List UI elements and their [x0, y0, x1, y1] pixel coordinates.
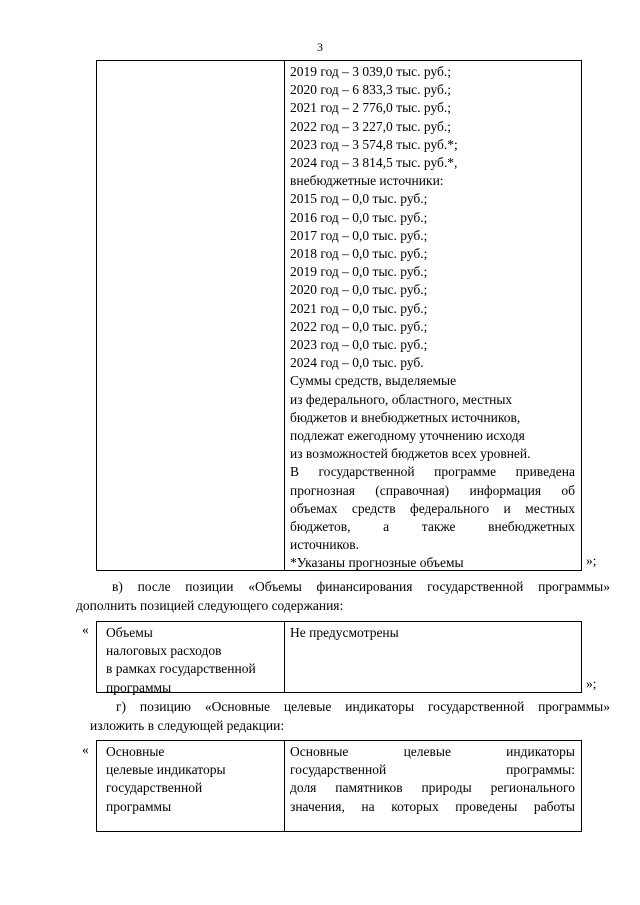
note-tail-line-2: *Указаны прогнозные объемы — [290, 555, 464, 571]
paragraph-g-line-2: изложить в следующей редакции: — [90, 717, 285, 733]
financing-line-7: внебюджетные источники: — [290, 173, 444, 189]
financing-line-15: 2022 год – 0,0 тыс. руб.; — [290, 318, 428, 334]
target-indicators-text-line-2: государственной программы: — [290, 762, 575, 778]
financing-details-cell — [290, 63, 575, 573]
financing-line-21: подлежат ежегодному уточнению исходя — [290, 428, 525, 444]
financing-line-12: 2019 год – 0,0 тыс. руб.; — [290, 264, 428, 280]
opening-quote-mark: « — [82, 622, 89, 637]
target-indicators-label-line-3: государственной — [106, 780, 203, 796]
note-line-3: объемах средств федерального и местных — [290, 500, 575, 516]
financing-line-9: 2016 год – 0,0 тыс. руб.; — [290, 209, 428, 225]
paragraph-v — [76, 578, 610, 615]
tax-expenditure-label-line-2: налоговых расходов — [106, 643, 222, 659]
financing-line-16: 2023 год – 0,0 тыс. руб.; — [290, 337, 428, 353]
column-divider — [284, 741, 285, 831]
note-line-4: бюджетов, а также внебюджетных — [290, 519, 575, 535]
financing-line-5: 2023 год – 3 574,8 тыс. руб.*; — [290, 136, 458, 152]
financing-line-11: 2018 год – 0,0 тыс. руб.; — [290, 246, 428, 262]
column-divider — [284, 61, 285, 570]
target-indicators-value-cell — [290, 743, 575, 816]
closing-quote-mark: »; — [586, 553, 597, 568]
opening-quote-mark: « — [82, 742, 89, 757]
paragraph-g-line-1: г) позицию «Основные целевые индикаторы государственной программы» — [116, 699, 610, 714]
tax-expenditure-label-line-3: в рамках государственной — [106, 661, 256, 677]
financing-line-18: Суммы средств, выделяемые — [290, 373, 457, 389]
paragraph-v-line-1: в) после позиции «Объемы финансирования государственной программы» — [112, 579, 610, 594]
paragraph-v-line-2: дополнить позицией следующего содержания: — [76, 597, 344, 613]
column-divider — [284, 622, 285, 692]
financing-line-8: 2015 год – 0,0 тыс. руб.; — [290, 191, 428, 207]
financing-line-14: 2021 год – 0,0 тыс. руб.; — [290, 300, 428, 316]
tax-expenditure-label-cell — [106, 624, 284, 697]
financing-line-4: 2022 год – 3 227,0 тыс. руб.; — [290, 118, 452, 134]
target-indicators-text-line-4: значения, на которых проведены работы — [290, 798, 575, 814]
paragraph-g — [90, 698, 610, 735]
target-indicators-label-line-4: программы — [106, 798, 172, 814]
target-indicators-label-line-2: целевые индикаторы — [106, 762, 226, 778]
target-indicators-text-line-1: Основные целевые индикаторы — [290, 744, 575, 759]
target-indicators-table — [96, 740, 582, 832]
closing-quote-mark: »; — [586, 676, 597, 691]
page-number: 3 — [317, 40, 323, 54]
financing-line-6: 2024 год – 3 814,5 тыс. руб.*, — [290, 155, 458, 171]
target-indicators-label-cell — [106, 743, 284, 816]
tax-expenditure-label-line-1: Объемы — [106, 625, 153, 640]
tax-expenditure-value: Не предусмотрены — [290, 625, 399, 640]
financing-line-13: 2020 год – 0,0 тыс. руб.; — [290, 282, 428, 298]
financing-line-1: 2019 год – 3 039,0 тыс. руб.; — [290, 64, 452, 79]
financing-line-22: из возможностей бюджетов всех уровней. — [290, 446, 531, 462]
financing-table — [96, 60, 582, 571]
financing-line-19: из федерального, областного, местных — [290, 391, 513, 407]
note-line-1: В государственной программе приведена — [290, 464, 575, 480]
tax-expenditure-table — [96, 621, 582, 693]
tax-expenditure-label-line-4: программы — [106, 679, 172, 695]
target-indicators-text-line-3: доля памятников природы регионального — [290, 780, 575, 796]
financing-line-20: бюджетов и внебюджетных источников, — [290, 409, 521, 425]
tax-expenditure-value-cell — [290, 624, 575, 642]
financing-line-10: 2017 год – 0,0 тыс. руб.; — [290, 227, 428, 243]
target-indicators-label-line-1: Основные — [106, 744, 165, 759]
financing-line-17: 2024 год – 0,0 тыс. руб. — [290, 355, 424, 371]
note-tail-line-1: источников. — [290, 537, 359, 553]
financing-line-2: 2020 год – 6 833,3 тыс. руб.; — [290, 82, 452, 98]
note-line-2: прогнозная (справочная) информация об — [290, 482, 575, 498]
financing-line-3: 2021 год – 2 776,0 тыс. руб.; — [290, 100, 452, 116]
